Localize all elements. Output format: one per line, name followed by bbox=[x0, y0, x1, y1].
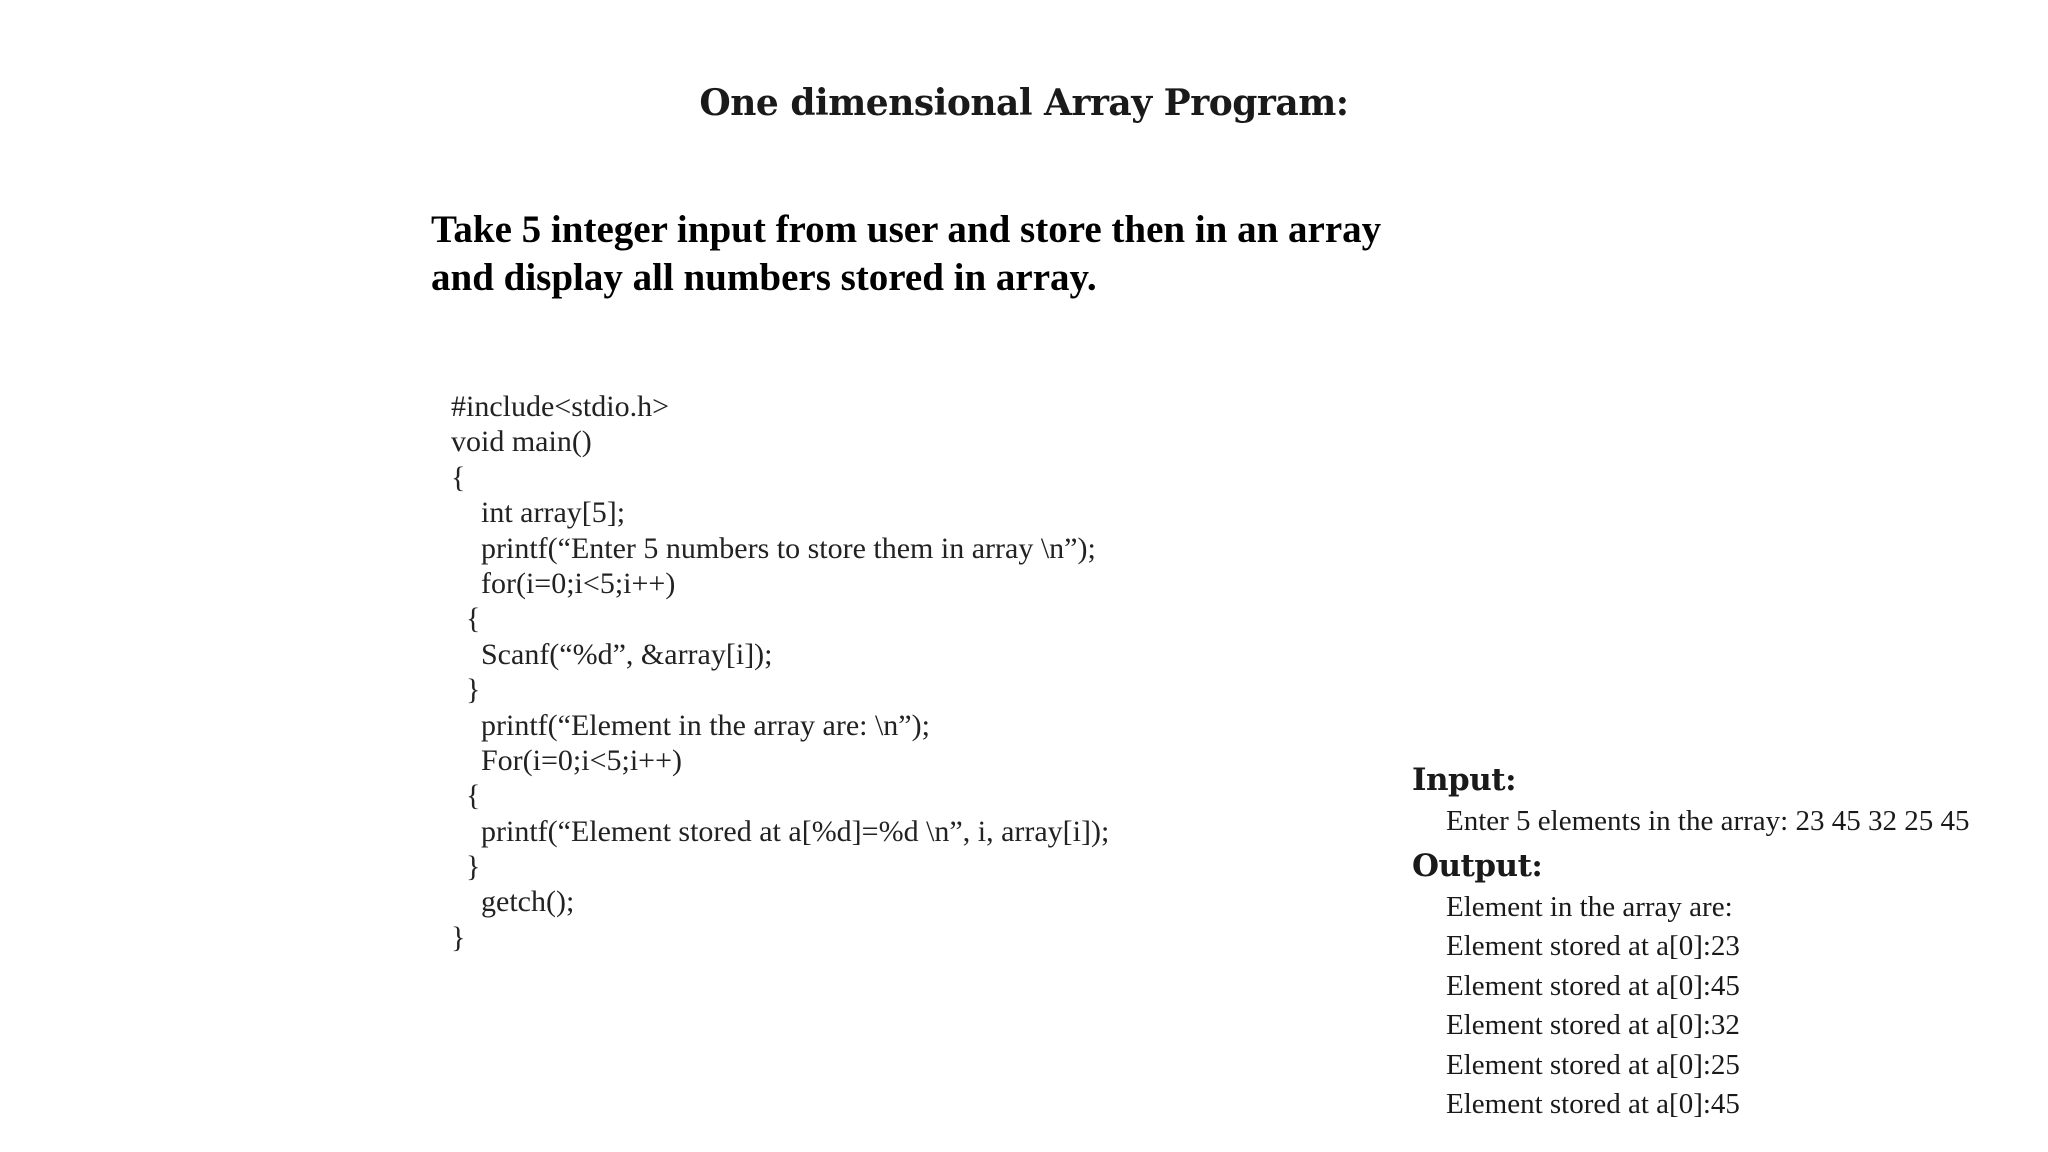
code-line: } bbox=[451, 850, 481, 884]
task-description bbox=[431, 206, 1451, 302]
code-line: getch(); bbox=[451, 885, 575, 919]
task-line: and display all numbers stored in array. bbox=[431, 256, 1097, 299]
code-line: printf(“Enter 5 numbers to store them in array \n”); bbox=[451, 531, 1096, 565]
input-line: Enter 5 elements in the array: 23 45 32 25 45 bbox=[1446, 805, 1970, 837]
output-line: Element stored at a[0]:32 bbox=[1446, 1009, 1740, 1041]
output-line: Element stored at a[0]:45 bbox=[1446, 969, 1740, 1002]
code-line: printf(“Element in the array are: \n”); bbox=[451, 708, 930, 742]
code-line: #include<stdio.h> bbox=[451, 390, 669, 423]
output-line: Element in the array are: bbox=[1446, 890, 1733, 923]
output-heading: Output: bbox=[1412, 847, 1543, 884]
code-line: void main() bbox=[451, 425, 592, 459]
input-heading: Input: bbox=[1412, 762, 1517, 798]
code-line: { bbox=[451, 460, 466, 494]
code-line: Scanf(“%d”, &array[i]); bbox=[451, 637, 773, 671]
output-line: Element stored at a[0]:23 bbox=[1446, 930, 1740, 962]
output-line: Element stored at a[0]:45 bbox=[1446, 1088, 1740, 1120]
code-line: } bbox=[451, 920, 466, 954]
io-example bbox=[1412, 758, 2042, 1125]
page-title: One dimensional Array Program: bbox=[699, 82, 1349, 124]
code-line: } bbox=[451, 673, 481, 707]
code-line: For(i=0;i<5;i++) bbox=[451, 743, 683, 777]
code-listing bbox=[451, 389, 1251, 955]
output-line: Element stored at a[0]:25 bbox=[1446, 1048, 1740, 1081]
code-line: { bbox=[451, 602, 481, 636]
code-line: { bbox=[451, 779, 481, 813]
task-line: Take 5 integer input from user and store then in an array bbox=[431, 208, 1382, 251]
code-line: printf(“Element stored at a[%d]=%d \n”, i, array[i]); bbox=[451, 814, 1110, 848]
code-line: for(i=0;i<5;i++) bbox=[451, 566, 676, 600]
code-line: int array[5]; bbox=[451, 496, 626, 530]
